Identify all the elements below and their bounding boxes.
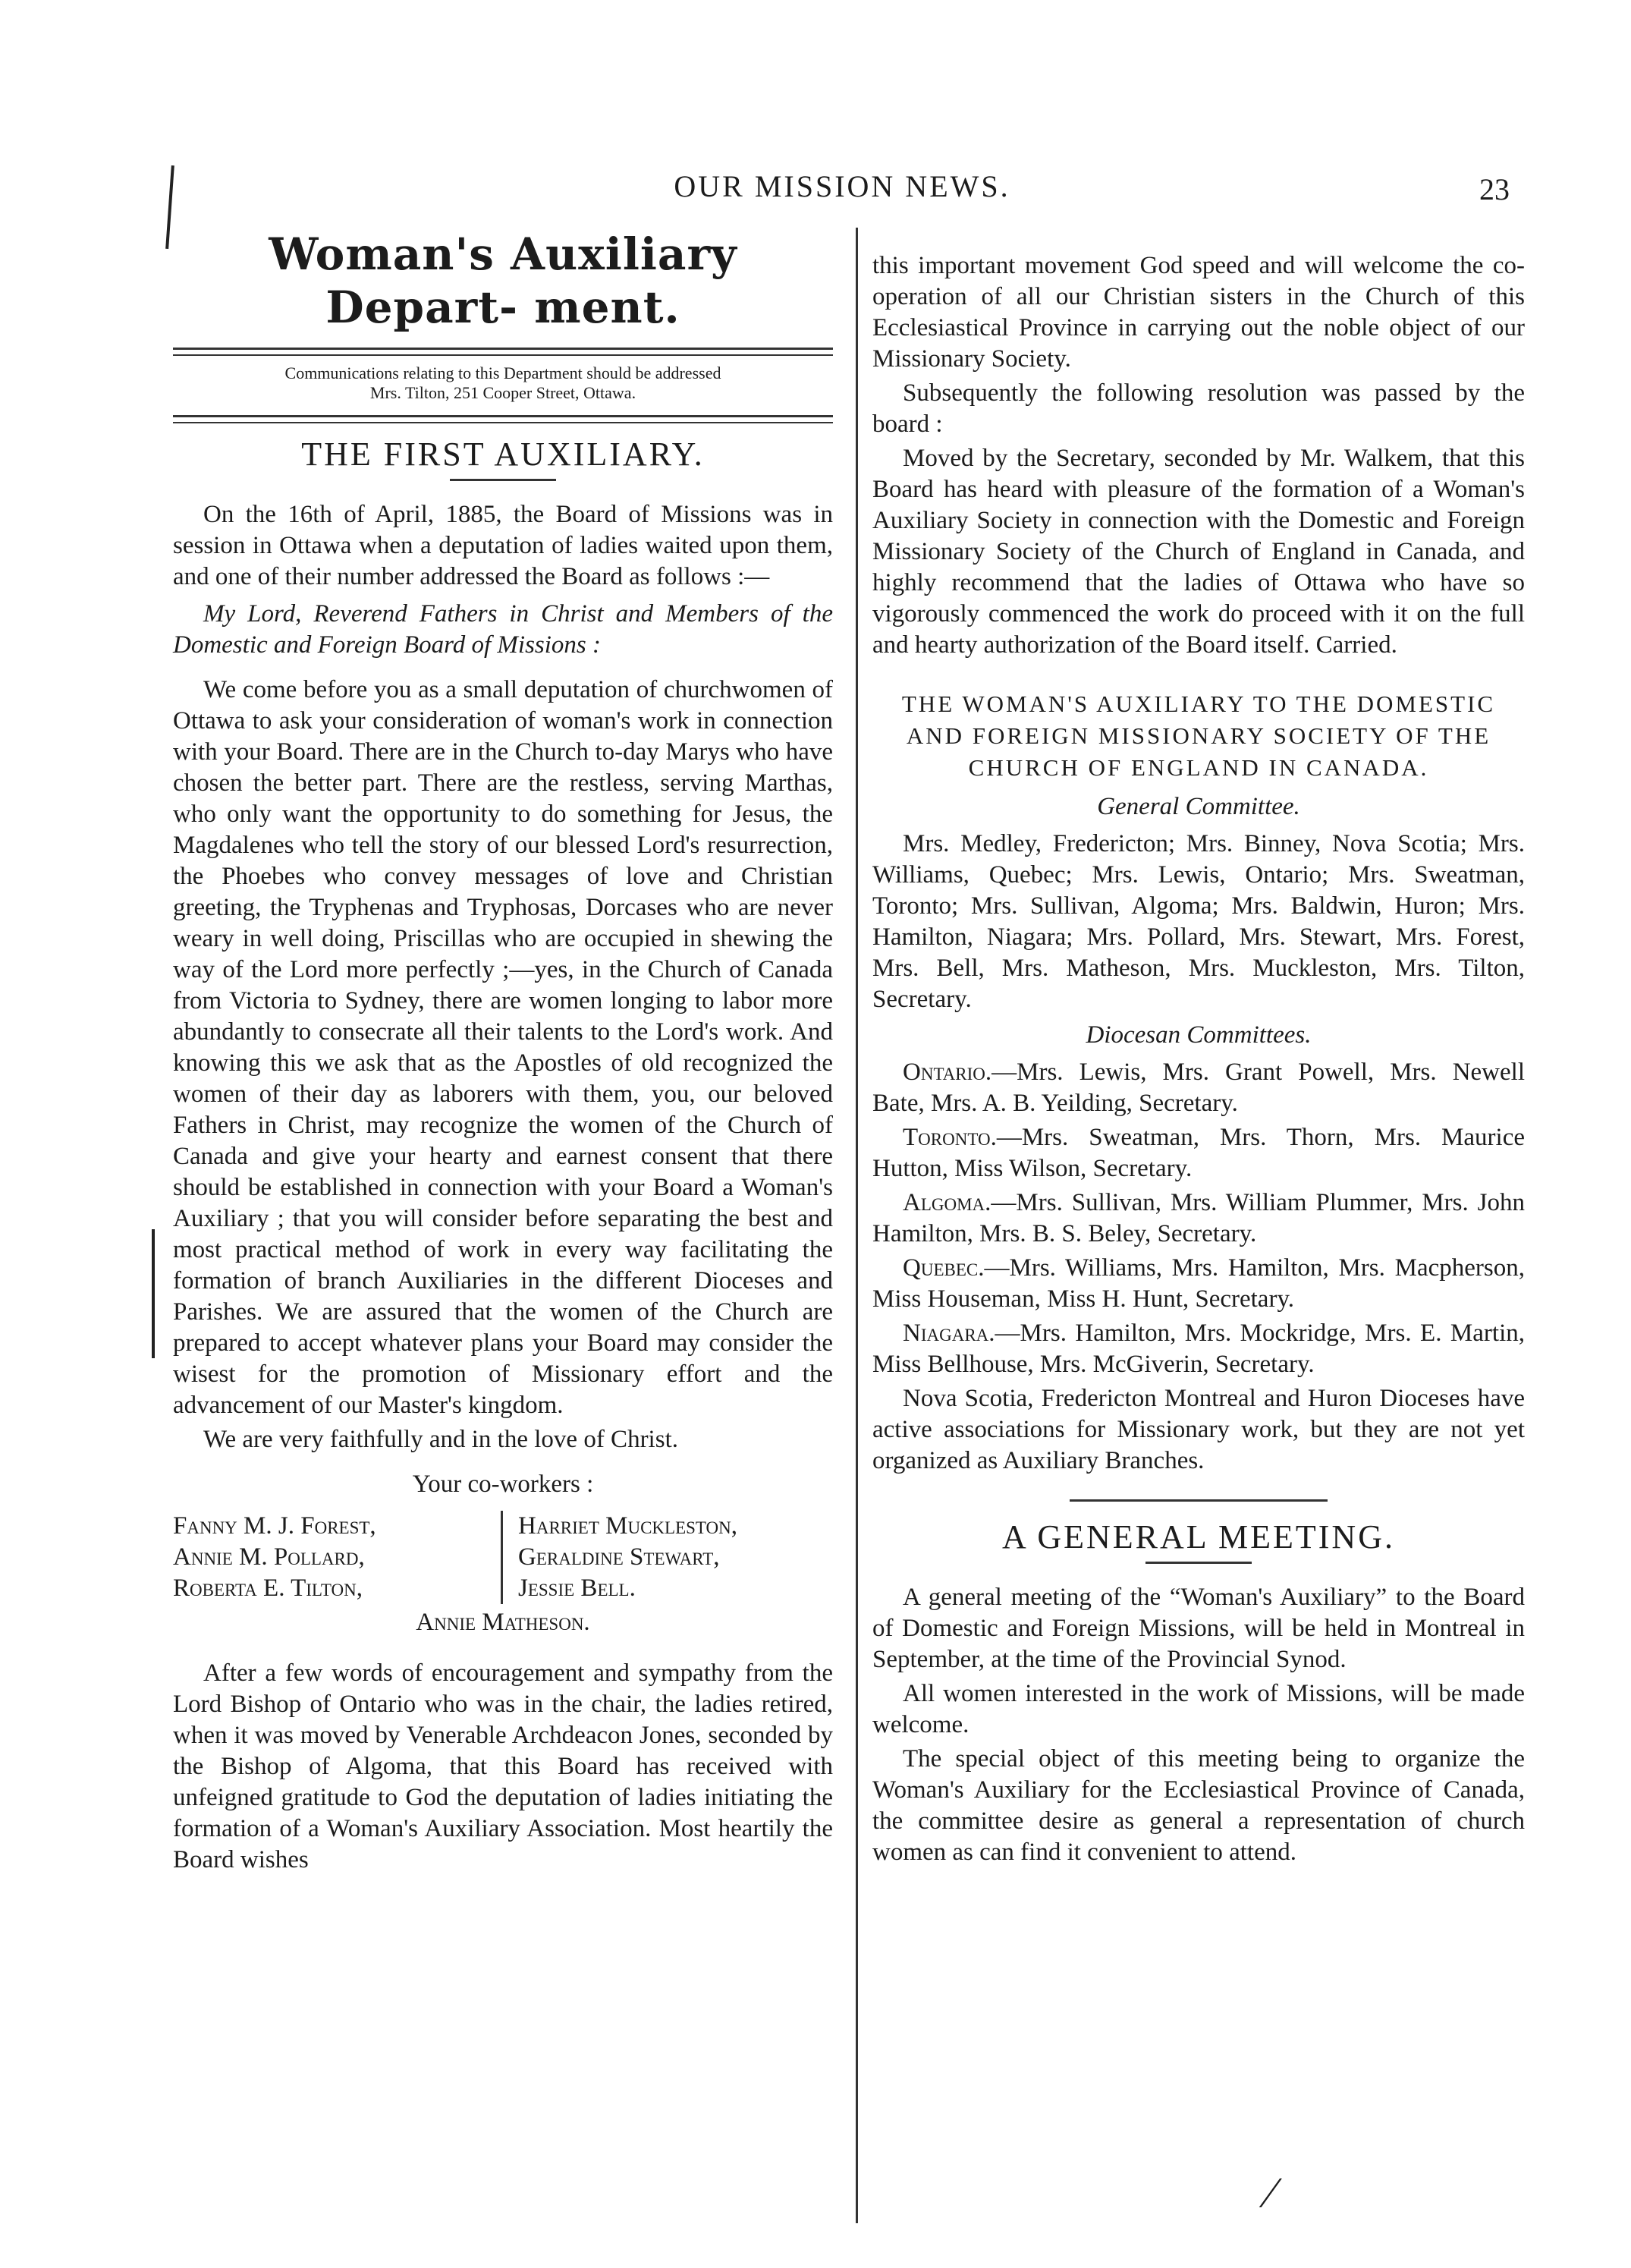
signature-name: Fanny M. J. Forest,: [173, 1512, 376, 1540]
diocese-entry: [872, 1057, 1525, 1119]
diocese-entry: [872, 1318, 1525, 1380]
diocese-name: Ontario.: [903, 1059, 992, 1086]
diocese-entry: [872, 1187, 1525, 1250]
signature-name: Harriet Muckleston,: [518, 1512, 738, 1540]
paragraph: Nova Scotia, Fredericton Montreal and Huron Dioceses have active associations for Missionary work, but they are not yet organized as Auxiliary Branches.: [872, 1385, 1525, 1474]
department-note-line-1: Communications relating to this Department should be addressed: [284, 363, 721, 382]
signature-name: Jessie Bell.: [518, 1574, 636, 1602]
running-head: [174, 165, 1510, 211]
signature-column-left: [173, 1511, 503, 1604]
department-note-line-2: Mrs. Tilton, 251 Cooper Street, Ottawa.: [369, 383, 636, 402]
diocese-members: —Mrs. Sweatman, Mrs. Thorn, Mrs. Maurice Hutton, Miss Wilson, Secretary.: [872, 1124, 1525, 1182]
double-rule: [173, 415, 833, 423]
diocese-members: —Mrs. Sullivan, Mrs. William Plummer, Mrs. John Hamilton, Mrs. B. S. Beley, Secretary.: [872, 1189, 1525, 1247]
right-column: [872, 250, 1525, 1871]
diocese-members: —Mrs. Williams, Mrs. Hamilton, Mrs. Macpherson, Miss Houseman, Miss H. Hunt, Secretary.: [872, 1254, 1525, 1313]
diocese-name: Algoma.: [903, 1189, 991, 1216]
signature-block: [173, 1511, 833, 1604]
section-heading: A GENERAL MEETING.: [1002, 1518, 1395, 1556]
signature-name: Roberta E. Tilton,: [173, 1574, 363, 1602]
diocese-name: Toronto.: [903, 1124, 997, 1151]
paragraph: A general meeting of the “Woman's Auxiliary” to the Board of Domestic and Foreign Missions, will be held in Montreal in September, at the time of the Provincial Synod.: [872, 1584, 1525, 1673]
paragraph: this important movement God speed and will welcome the co-operation of all our Christian sisters in the Church of this Ecclesiastical Province in carrying out the noble object of our Missionary Society.: [872, 252, 1525, 373]
paragraph: The special object of this meeting being to organize the Woman's Auxiliary for the Ecclesiastical Province of Canada, the committee desire as general a representation of church women as can find it convenient to attend.: [872, 1745, 1525, 1866]
society-heading: THE WOMAN'S AUXILIARY TO THE DOMESTIC AND FOREIGN MISSIONARY SOCIETY OF THE CHURCH OF ENGLAND IN CANADA.: [901, 690, 1496, 781]
column-divider: [856, 228, 858, 2223]
paragraph: All women interested in the work of Missions, will be made welcome.: [872, 1680, 1525, 1738]
diocese-name: Quebec.: [903, 1254, 985, 1282]
diocese-name: Niagara.: [903, 1320, 995, 1347]
section-rule: [1070, 1499, 1328, 1502]
paragraph: Subsequently the following resolution was passed by the board :: [872, 379, 1525, 438]
signoff: Your co-workers :: [412, 1471, 594, 1498]
diocesan-committees-heading: Diocesan Committees.: [1086, 1021, 1312, 1049]
running-title: OUR MISSION NEWS.: [674, 169, 1010, 203]
paragraph: We are very faithfully and in the love of Christ.: [203, 1426, 678, 1453]
short-rule: [1145, 1562, 1252, 1564]
signature-name: Annie Matheson.: [416, 1609, 590, 1636]
paragraph: After a few words of encouragement and sympathy from the Lord Bishop of Ontario who was in the chair, the ladies retired, when it was moved by Venerable Archdeacon Jones, seconded by the Bishop of Algoma, that this Board has received with unfeigned gratitude to God the deputation of ladies initiating the formation of a Woman's Auxiliary Association. Most heartily the Board wishes: [173, 1659, 833, 1873]
department-note: [173, 363, 833, 403]
diocese-entry: [872, 1253, 1525, 1315]
paragraph: On the 16th of April, 1885, the Board of Missions was in session in Ottawa when a deputation of ladies waited upon them, and one of their number addressed the Board as follows :—: [173, 501, 833, 590]
diocese-entry: [872, 1122, 1525, 1184]
margin-mark-left: [152, 1229, 155, 1358]
diocese-members: —Mrs. Hamilton, Mrs. Mockridge, Mrs. E. Martin, Miss Bellhouse, Mrs. McGiverin, Secretary.: [872, 1320, 1525, 1378]
signature-column-right: [503, 1511, 737, 1604]
margin-scribble: ∕: [1267, 2168, 1274, 2217]
paragraph: Mrs. Medley, Fredericton; Mrs. Binney, Nova Scotia; Mrs. Williams, Quebec; Mrs. Lewis, Ontario; Mrs. Sweatman, Toronto; Mrs. Sullivan, Algoma; Mrs. Baldwin, Huron; Mrs. Hamilton, Niagara; Mrs. Pollard, Mrs. Stewart, Mrs. Forest, Mrs. Bell, Mrs. Matheson, Mrs. Muckleston, Mrs. Tilton, Secretary.: [872, 830, 1525, 1013]
signature-name: Annie M. Pollard,: [173, 1543, 365, 1571]
signature-name: Geraldine Stewart,: [518, 1543, 720, 1571]
general-committee-heading: General Committee.: [1097, 793, 1300, 820]
left-column: [173, 228, 833, 1879]
page-number: 23: [1479, 172, 1510, 206]
section-heading: THE FIRST AUXILIARY.: [301, 436, 705, 473]
short-rule: [450, 479, 556, 481]
double-rule: [173, 348, 833, 356]
address-line: My Lord, Reverend Fathers in Christ and Members of the Domestic and Foreign Board of Missions :: [173, 600, 833, 659]
paragraph: Moved by the Secretary, seconded by Mr. Walkem, that this Board has heard with pleasure of the formation of a Woman's Auxiliary Society in connection with the Domestic and Foreign Missionary Society of the Church of England in Canada, and highly recommend that the ladies of Ottawa who have so vigorously commenced the work do proceed with it on the full and hearty authorization of the Board itself. Carried.: [872, 445, 1525, 659]
department-title: Woman's Auxiliary Depart- ment.: [269, 228, 737, 333]
paragraph: We come before you as a small deputation of churchwomen of Ottawa to ask your consideration of woman's work in connection with your Board. There are in the Church to-day Marys who have chosen the better part. There are the restless, serving Marthas, who only want the opportunity to do something for Jesus, the Magdalenes who tell the story of our blessed Lord's resurrection, the Phoebes who convey messages of love and Christian greeting, the Tryphenas and Tryphosas, Dorcases who are never weary in well doing, Priscillas who are occupied in shewing the way of the Lord more perfectly ;—yes, in the Church of Canada from Victoria to Sydney, there are women longing to labor more abundantly to consecrate all their talents to the Lord's work. And knowing this we ask that as the Apostles of old recognized the women of their day as laborers with them, you, our beloved Fathers in Christ, may recognize the women of the Church of Canada and give your hearty and earnest consent that there should be established in connection with your Board a Woman's Auxiliary ; that you will consider before separating the best and most practical method of work in every way facilitating the formation of branch Auxiliaries in the different Dioceses and Parishes. We are assured that the women of the Church are prepared to accept whatever plans your Board may consider the wisest for the promotion of Missionary effort and the advancement of our Master's kingdom.: [173, 676, 833, 1419]
diocese-members: —Mrs. Lewis, Mrs. Grant Powell, Mrs. Newell Bate, Mrs. A. B. Yeilding, Secretary.: [872, 1059, 1525, 1117]
